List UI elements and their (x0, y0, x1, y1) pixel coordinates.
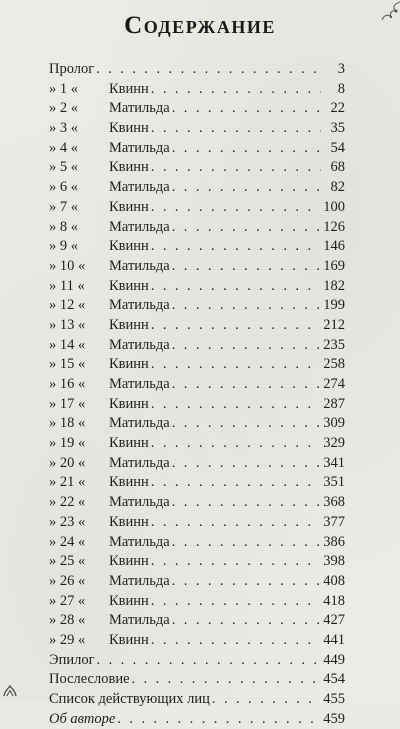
toc-leader-dots (172, 414, 320, 434)
toc-entry (49, 257, 345, 277)
toc-page-number: 287 (323, 395, 345, 412)
toc-page-number: 398 (323, 553, 345, 570)
toc-chapter-narrator: Матильда (109, 415, 170, 432)
toc-page-number: 199 (323, 297, 345, 314)
toc-chapter-number: » 2 « (49, 100, 78, 117)
toc-leader-dots (151, 158, 321, 178)
toc-page-number: 54 (330, 139, 345, 156)
toc-chapter-narrator: Матильда (109, 376, 170, 392)
toc-entry (49, 277, 345, 297)
toc-leader-dots (151, 395, 319, 415)
toc-chapter-narrator: Матильда (109, 218, 170, 235)
toc-chapter-narrator: Квинн (109, 592, 149, 609)
toc-entry (49, 592, 345, 612)
toc-entry (49, 395, 345, 415)
toc-section-title: Послесловие (49, 671, 130, 688)
toc-entry (49, 533, 345, 553)
toc-leader-dots (212, 690, 319, 710)
toc-entry (49, 493, 345, 513)
toc-chapter-number: » 1 « (49, 80, 78, 97)
toc-chapter-number: » 23 « (49, 513, 86, 530)
toc-chapter-number: » 25 « (49, 553, 86, 570)
toc-leader-dots (151, 592, 319, 612)
toc-entry (49, 99, 345, 119)
toc-chapter-narrator: Матильда (109, 336, 170, 353)
toc-leader-dots (151, 80, 321, 100)
toc-leader-dots (172, 611, 320, 631)
toc-chapter-number: » 21 « (49, 474, 86, 491)
toc-leader-dots (151, 434, 319, 454)
toc-chapter-number: » 4 « (49, 139, 78, 156)
flourish-icon (2, 684, 18, 698)
toc-entry (49, 710, 345, 729)
toc-page-number: 427 (323, 612, 345, 629)
toc-page-number: 235 (323, 336, 345, 353)
toc-leader-dots (151, 355, 319, 375)
toc-section-title: Список действующих лиц (49, 691, 210, 707)
toc-chapter-number: » 5 « (49, 159, 78, 176)
toc-leader-dots (151, 552, 319, 572)
toc-leader-dots (151, 277, 319, 297)
toc-chapter-number: » 11 « (49, 277, 85, 294)
toc-entry (49, 631, 345, 651)
toc-leader-dots (172, 218, 320, 238)
toc-leader-dots (172, 139, 321, 159)
toc-page-number: 212 (323, 316, 345, 333)
toc-entry (49, 473, 345, 493)
toc-section-title: Об авторе (49, 710, 116, 727)
toc-chapter-narrator: Квинн (109, 395, 149, 412)
toc-page-number: 169 (323, 257, 345, 274)
toc-page-number: 8 (337, 80, 345, 97)
toc-page-number: 329 (323, 435, 345, 452)
toc-chapter-narrator: Квинн (109, 80, 149, 97)
toc-chapter-narrator: Квинн (109, 356, 149, 373)
toc-chapter-number: » 24 « (49, 533, 86, 550)
toc-chapter-number: » 27 « (49, 592, 86, 609)
toc-page-number: 3 (337, 61, 345, 77)
toc-leader-dots (151, 631, 319, 651)
toc-chapter-number: » 20 « (49, 454, 86, 471)
toc-entry (49, 316, 345, 336)
toc-page-number: 441 (323, 631, 345, 648)
toc-leader-dots (172, 375, 320, 395)
toc-chapter-number: » 28 « (49, 612, 86, 629)
toc-chapter-number: » 3 « (49, 120, 78, 137)
toc-chapter-narrator: Матильда (109, 297, 170, 314)
toc-chapter-number: » 18 « (49, 415, 86, 432)
toc-page-number: 182 (323, 277, 345, 294)
toc-chapter-narrator: Матильда (109, 100, 170, 117)
table-of-contents (49, 60, 345, 729)
toc-leader-dots (151, 237, 319, 257)
toc-chapter-narrator: Квинн (109, 238, 149, 255)
toc-entry (49, 572, 345, 592)
toc-entry (49, 80, 345, 100)
toc-chapter-narrator: Квинн (109, 513, 149, 530)
toc-chapter-narrator: Матильда (109, 139, 170, 156)
toc-leader-dots (172, 493, 320, 513)
toc-chapter-number: » 22 « (49, 494, 86, 511)
toc-chapter-narrator: Матильда (109, 257, 170, 274)
toc-entry (49, 552, 345, 572)
toc-page-number: 459 (323, 710, 345, 727)
toc-page-number: 386 (323, 533, 345, 550)
toc-chapter-narrator: Квинн (109, 474, 149, 491)
toc-page-number: 341 (323, 454, 345, 471)
toc-entry (49, 454, 345, 474)
toc-entry (49, 375, 345, 395)
toc-chapter-number: » 9 « (49, 238, 78, 255)
toc-chapter-narrator: Матильда (109, 494, 170, 511)
toc-page-number: 455 (323, 691, 345, 707)
toc-entry (49, 414, 345, 434)
toc-chapter-number: » 26 « (49, 572, 86, 589)
toc-chapter-number: » 17 « (49, 395, 86, 412)
toc-entry (49, 119, 345, 139)
toc-leader-dots (132, 670, 320, 690)
toc-chapter-narrator: Квинн (109, 316, 149, 333)
toc-page-number: 377 (323, 513, 345, 530)
toc-page-number: 258 (323, 356, 345, 373)
toc-entry (49, 336, 345, 356)
toc-entry (49, 670, 345, 690)
toc-leader-dots (151, 316, 319, 336)
toc-chapter-number: » 10 « (49, 257, 86, 274)
toc-chapter-narrator: Квинн (109, 120, 149, 137)
toc-leader-dots (172, 454, 320, 474)
toc-page-number: 100 (323, 198, 345, 215)
toc-page-number: 68 (330, 159, 345, 176)
toc-leader-dots (151, 198, 319, 218)
toc-leader-dots (151, 473, 319, 493)
toc-chapter-number: » 7 « (49, 198, 78, 215)
toc-leader-dots (172, 99, 321, 119)
toc-chapter-number: » 14 « (49, 336, 86, 353)
toc-chapter-narrator: Квинн (109, 435, 149, 452)
toc-entry (49, 158, 345, 178)
toc-chapter-narrator: Матильда (109, 572, 170, 589)
toc-page-number: 146 (323, 238, 345, 255)
page-title: Содержание (124, 12, 276, 39)
toc-entry (49, 60, 345, 80)
toc-leader-dots (117, 710, 319, 729)
toc-entry (49, 355, 345, 375)
toc-entry (49, 218, 345, 238)
toc-chapter-number: » 12 « (49, 297, 86, 314)
toc-chapter-number: » 16 « (49, 376, 86, 392)
toc-leader-dots (172, 296, 320, 316)
toc-page-number: 418 (323, 592, 345, 609)
toc-page-number: 82 (330, 179, 345, 196)
toc-page-number: 454 (323, 671, 345, 688)
toc-chapter-narrator: Матильда (109, 454, 170, 471)
toc-section-title: Эпилог (49, 651, 95, 668)
toc-entry (49, 690, 345, 710)
toc-page-number: 351 (323, 474, 345, 491)
toc-page-number: 126 (323, 218, 345, 235)
toc-page-number: 22 (330, 100, 345, 117)
toc-chapter-number: » 15 « (49, 356, 86, 373)
toc-entry (49, 513, 345, 533)
toc-page-number: 309 (323, 415, 345, 432)
toc-leader-dots (172, 572, 320, 592)
toc-leader-dots (151, 119, 321, 139)
toc-chapter-number: » 29 « (49, 631, 86, 648)
toc-leader-dots (97, 651, 320, 671)
toc-chapter-narrator: Матильда (109, 612, 170, 629)
toc-chapter-narrator: Квинн (109, 631, 149, 648)
toc-leader-dots (172, 257, 320, 277)
toc-chapter-number: » 8 « (49, 218, 78, 235)
toc-leader-dots (172, 178, 321, 198)
toc-chapter-narrator: Квинн (109, 198, 149, 215)
toc-page-number: 35 (330, 120, 345, 137)
toc-chapter-number: » 13 « (49, 316, 86, 333)
toc-page-number: 408 (323, 572, 345, 589)
toc-page-number: 274 (323, 376, 345, 392)
toc-entry (49, 237, 345, 257)
toc-page-number: 368 (323, 494, 345, 511)
toc-page-number: 449 (323, 651, 345, 668)
toc-entry (49, 651, 345, 671)
toc-leader-dots (172, 336, 320, 356)
toc-section-title: Пролог (49, 61, 95, 77)
toc-leader-dots (96, 60, 321, 80)
toc-chapter-narrator: Матильда (109, 179, 170, 196)
toc-entry (49, 178, 345, 198)
toc-entry (49, 611, 345, 631)
toc-entry (49, 434, 345, 454)
toc-entry (49, 139, 345, 159)
toc-chapter-narrator: Квинн (109, 277, 149, 294)
toc-chapter-narrator: Квинн (109, 553, 149, 570)
toc-chapter-number: » 6 « (49, 179, 78, 196)
toc-leader-dots (151, 513, 319, 533)
toc-chapter-narrator: Квинн (109, 159, 149, 176)
toc-entry (49, 296, 345, 316)
toc-chapter-number: » 19 « (49, 435, 86, 452)
toc-entry (49, 198, 345, 218)
toc-leader-dots (172, 533, 320, 553)
toc-chapter-narrator: Матильда (109, 533, 170, 550)
